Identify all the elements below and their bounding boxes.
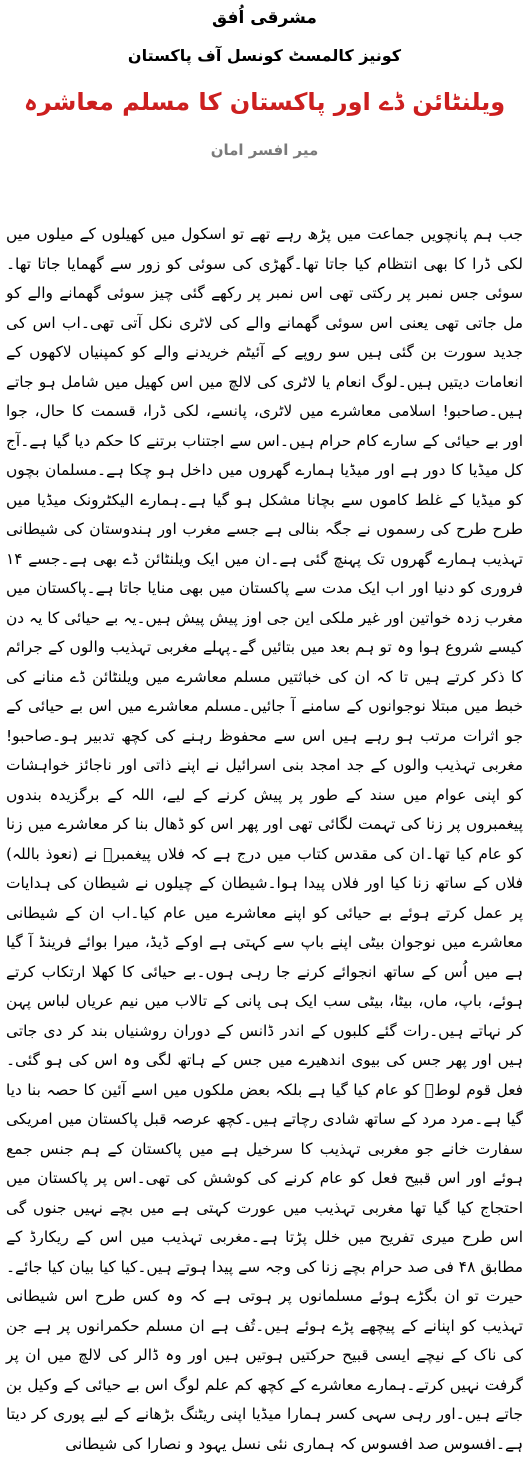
author-byline: میر افسر امان [210, 141, 319, 159]
column-name: مشرقی اُفق [212, 8, 317, 28]
article-title: ویلنٹائن ڈے اور پاکستان کا مسلم معاشرہ [23, 88, 506, 116]
article-body: جب ہم پانچویں جماعت میں پڑھ رہے تھے تو اسکول میں کھیلوں کے میلوں میں لکی ڈرا کا بھی انتظام کیا جاتا تھا۔گھڑی کی سوئی کو زور سے گھمایا جاتا تھا۔سوئی جس نمبر پر رکتی تھی اس نمبر پر رکھے گئی چیز سوئی گھمانے والے کو مل جاتی تھی یعنی اس سوئی گھمانے والے کی لاٹری نکل آتی تھی۔اب اس کی جدید سورت بن گئی ہیں سو روپے کے آئیٹم خریدنے والے کو کمپنیاں لاکھوں کے انعامات دیتیں ہیں۔لوگ انعام یا لاٹری کی لالچ میں اس کھیل میں شامل ہو جاتے ہیں۔صاحبو! اسلامی معاشرے میں لاٹری، پانسے، لکی ڈرا، قسمت کا حال، جوا اور بے حیائی کے سارے کام حرام ہیں۔اس سے اجتناب برتنے کا حکم دیا گیا ہے۔آج کل میڈیا کا دور ہے اور میڈیا ہمارے گھروں میں داخل ہو چکا ہے۔مسلمان بچوں کو میڈیا کے غلط کاموں سے بچانا مشکل ہو گیا ہے۔ہمارے الیکٹرونک میڈیا میں طرح طرح کی رسموں نے جگہ بنالی ہے جسے مغرب اور ہندوستان کی شیطانی تہذیب ہمارے گھروں تک پہنچ گئی ہے۔ان میں ایک ویلنٹائن ڈے بھی ہے۔جسے ۱۴ فروری کو دنیا اور اب ایک مدت سے پاکستان میں بھی منایا جاتا ہے۔پاکستان میں مغرب زدہ خواتین اور غیر ملکی این جی اوز پیش پیش ہیں۔یہ بے حیائی کا یہ دن کیسے شروع ہوا وہ تو ہم بعد میں بتائیں گے۔پہلے مغربی تہذیب والوں کے جرائم کا ذکر کرتے ہیں تا کہ ان کی خباثتیں مسلم معاشرے میں ویلنٹائن ڈے منانے کی خبط میں مبتلا نوجوانوں کے سامنے آ جائیں۔مسلم معاشرے میں اس بے حیائی کے جو اثرات مرتب ہو رہے ہیں اس سے محفوظ رہنے کی کچھ تدبیر ہو۔صاحبو! مغربی تہذیب والوں کے جد امجد بنی اسرائیل نے اپنے ذاتی اور ناجائز خواہشات کو اپنی عوام میں سند کے طور پر پیش کرنے کے لیے، اللہ کے برگزیدہ بندوں پیغمبروں پر زنا کی تہمت لگائی تھی اور پھر اس کو ڈھال بنا کر معاشرے میں زنا کو عام کیا تھا۔ان کی مقدس کتاب میں درج ہے کہ فلاں پیغمبرؑ نے (نعوذ باللہ) فلاں کے ساتھ زنا کیا اور فلاں پیدا ہوا۔شیطان کے چیلوں نے شیطان کی ہدایات پر عمل کرتے ہوئے بے حیائی کو اپنے معاشرے میں عام کیا۔اب ان کے شیطانی معاشرے میں نوجوان بیٹی اپنے باپ سے کہتی ہے اوکے ڈیڈ، میرا بوائے فرینڈ آ گیا ہے میں اُس کے ساتھ انجوائے کرنے جا رہی ہوں۔بے حیائی کا کھلا ارتکاب کرتے ہوئے، باپ، ماں، بیٹا، بیٹی سب ایک ہی پانی کے تالاب میں نیم عریاں لباس پہن کر نہاتے ہیں۔رات گئے کلبوں کے اندر ڈانس کے دوران روشنیاں بند کر دی جاتی ہیں اور پھر جس کی بیوی اندھیرے میں جس کے ہاتھ لگی وہ اس کی ہو گئی۔فعل قوم لوطؑ کو عام کیا گیا ہے بلکہ بعض ملکوں میں اسے آئین کا حصہ بنا دیا گیا ہے۔مرد مرد کے ساتھ شادی رچاتے ہیں۔کچھ عرصہ قبل پاکستان میں امریکی سفارت خانے جو مغربی تہذیب کا سرخیل ہے میں پاکستان کے ہم جنس جمع ہوئے اور اس قبیح فعل کو عام کرنے کی کوشش کی تھی۔اس پر پاکستان میں احتجاج کیا گیا تھا مغربی تہذیب میں عورت کہتی ہے میں بچے نہیں جنوں گی اس طرح میری تفریح میں خلل پڑتا ہے۔مغربی تہذیب میں اس کے ریکارڈ کے مطابق ۴۸ فی صد حرام بچے زنا کی وجہ سے پیدا ہوتے ہیں۔کیا کیا بیان کیا جائے۔حیرت تو ان بگڑے ہوئے مسلمانوں پر ہوتی ہے کہ وہ کس طرح اس شیطانی تہذیب کو اپنانے کے پیچھے پڑے ہوئے ہیں۔تُف ہے ان مسلم حکمرانوں پر ہے جن کی ناک کے نیچے ایسی قبیح حرکتیں ہوتیں ہیں اور وہ ڈالر کی لالچ میں ان پر گرفت نہیں کرتے۔ہمارے معاشرے کے کچھ کم علم لوگ اس بے حیائی کے وکیل بن جاتے ہیں۔اور رہی سہی کسر ہمارا میڈیا اپنی ریٹنگ بڑھانے کے لیے پوری کر دیتا ہے۔افسوس صد افسوس کہ ہماری نئی نسل یہود و نصارا کی شیطانی [6, 225, 523, 1453]
author-affiliation: کونیز کالمسٹ کونسل آف پاکستان [127, 46, 402, 65]
